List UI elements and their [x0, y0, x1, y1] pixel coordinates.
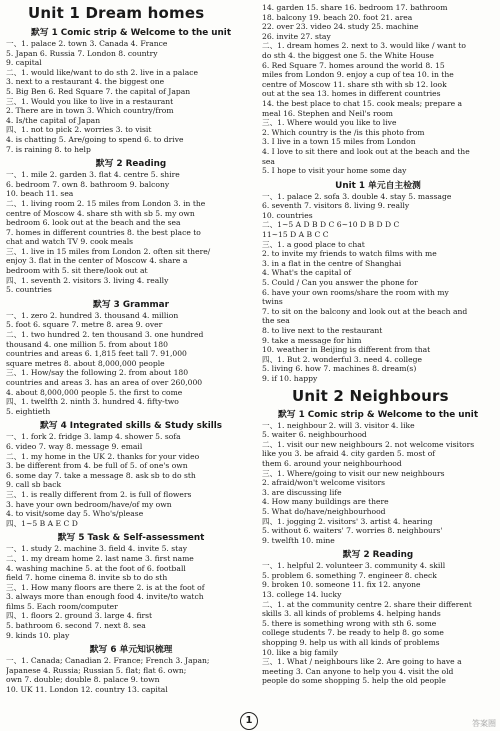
answer-line: 一、1. study 2. machine 3. field 4. invite 5. stay — [6, 544, 188, 554]
answer-line: 4. What's the capital of — [262, 268, 352, 278]
answer-line: sea — [262, 156, 275, 166]
answer-line: 二、1. at the community centre 2. share their different — [262, 599, 472, 609]
answer-line: 三、1. Where would you like to live — [262, 118, 397, 128]
answer-line: 三、1. What / neighbours like 2. Are going to have a — [262, 657, 462, 667]
answer-line: 9. take a message for him — [262, 335, 362, 345]
answer-line: 26. invite 27. stay — [262, 31, 331, 41]
answer-line: 3. have your own bedroom/have/of my own — [6, 499, 172, 509]
answer-line: 5. Could / Can you answer the phone for — [262, 278, 418, 288]
answer-line: 6. some day 7. take a message 8. ask sb to do sth — [6, 470, 196, 480]
answer-line: 三、1. How/say the following 2. from about 180 — [6, 368, 189, 378]
unit-check-answers — [262, 192, 494, 384]
answer-section — [6, 530, 256, 640]
answer-line: 9. if 10. happy — [262, 373, 318, 383]
answer-line: 4. I love to sit there and look out at the beach and the — [262, 146, 470, 156]
answer-line: 6. video 7. way 8. message 9. email — [6, 441, 143, 451]
answer-line: meal 16. Stephen and Neil's room — [262, 108, 393, 118]
answer-line: countries and areas 3. has an area of over 260,000 — [6, 378, 203, 387]
answer-line: 一、1. Canada; Canadian 2. France; French 3. Japan; — [6, 656, 210, 666]
answer-line: chat and watch TV 9. cook meals — [6, 237, 134, 247]
answer-line: 2. There are in town 3. Which country/from — [6, 106, 174, 116]
answer-line: 二、1~5 A D B D C 6~10 D B D D C — [262, 220, 400, 230]
answer-line: 9. call sb back — [6, 480, 62, 490]
answer-line: meeting 3. Can anyone to help you 4. visit the old — [262, 666, 454, 676]
answer-line: do sth 4. the biggest one 5. the White House — [262, 50, 434, 60]
answer-line: 22. over 23. video 24. study 25. machine — [262, 22, 419, 32]
right-top-answers — [262, 3, 494, 176]
answer-line: 10. beach 11. sea — [6, 189, 74, 199]
answer-line: 三、1. How many floors are there 2. is at the foot of — [6, 582, 205, 592]
answer-line: people do some shopping 5. help the old people — [262, 676, 446, 686]
answer-line: the sea — [262, 316, 290, 326]
answer-line: out at the sea 13. homes in different countries — [262, 89, 441, 99]
answer-line: 5. living 6. how 7. machines 8. dream(s) — [262, 364, 417, 374]
answer-section — [6, 156, 256, 295]
answer-line: 二、1. visit our new neighbours 2. not welcome visitors — [262, 439, 475, 449]
answer-line: 18. balcony 19. beach 20. foot 21. area — [262, 12, 413, 22]
answer-line: 二、1. my home in the UK 2. thanks for your video — [6, 451, 200, 461]
answer-line: enjoy 3. flat in the center of Moscow 4. share a — [6, 256, 188, 266]
answer-line: 二、1. would like/want to do sth 2. live in a palace — [6, 67, 199, 77]
answer-line: 10. like a big family — [262, 647, 339, 657]
answer-line: 6. seventh 7. visitors 8. living 9. really — [262, 201, 410, 211]
answer-line: 9. kinds 10. play — [6, 630, 70, 640]
answer-line: own 7. double; double 8. palace 9. town — [6, 675, 160, 685]
answer-line: 6. Red Square 7. homes around the world 8. 15 — [262, 60, 445, 70]
section-title: 默写 1 Comic strip & Welcome to the unit — [277, 409, 479, 420]
answer-line: 7. to sit on the balcony and look out at the beach and — [262, 306, 468, 316]
answer-line: 5. waiter 6. neighbourhood — [262, 430, 367, 440]
answer-line: 4. washing machine 5. at the foot of 6. football — [6, 563, 186, 573]
answer-line: 一、1. zero 2. hundred 3. thousand 4. million — [6, 310, 179, 320]
answer-line: 5. without 6. waiters' 7. worries 8. neighbours' — [262, 526, 443, 536]
answer-line: 7. homes in different countries 8. the best place to — [6, 227, 201, 237]
answer-line: 5. problem 6. something 7. engineer 8. check — [262, 570, 437, 580]
section-title: 默写 3 Grammar — [93, 299, 169, 310]
answer-line: bedroom 6. look out at the beach and the sea — [6, 218, 181, 228]
answer-line: 10. weather in Beijing is different from that — [262, 345, 431, 355]
answer-line: 一、1. palace 2. sofa 3. double 4. stay 5. massage — [262, 191, 452, 201]
section-title: Unit 1 单元自主检测 — [335, 180, 421, 191]
section-title: 默写 2 Reading — [95, 159, 167, 170]
section-title: 默写 5 Task & Self-assessment — [57, 533, 205, 544]
answer-line: square metres 8. about 8,000,000 people — [6, 358, 165, 368]
answer-line: 三、1. Would you like to live in a restaurant — [6, 96, 174, 106]
answer-line: 一、1. fork 2. fridge 3. lamp 4. shower 5. sofa — [6, 432, 181, 442]
answer-line: 二、1. living room 2. 15 miles from London 3. in the — [6, 198, 206, 208]
answer-line: 一、1. palace 2. town 3. Canada 4. France — [6, 39, 168, 48]
answer-line: 5. eightieth — [6, 406, 51, 416]
section-title: 默写 4 Integrated skills & Study skills — [39, 421, 223, 432]
answer-line: 8. to live next to the restaurant — [262, 326, 383, 335]
answer-line: 7. is raining 8. to help — [6, 144, 91, 154]
answer-line: 5. bathroom 6. second 7. next 8. sea — [6, 621, 146, 631]
answer-line: college students 7. be ready to help 8. go some — [262, 628, 444, 638]
section-title: 默写 1 Comic strip & Welcome to the unit — [30, 28, 232, 38]
answer-line: 四、1. But 2. wonderful 3. need 4. college — [262, 354, 422, 364]
answer-line: centre of Moscow 4. share sth with sb 5. my own — [6, 208, 195, 218]
answer-line: 4. to visit/some day 5. Who's/please — [6, 509, 144, 519]
answer-section — [262, 407, 494, 546]
answer-line: 四、1. floors 2. ground 3. large 4. first — [6, 611, 153, 621]
answer-line: 一、1. neighbour 2. will 3. visitor 4. like — [262, 420, 415, 430]
answer-line: them 6. around your neighbourhood — [262, 458, 402, 468]
answer-line: films 5. Each room/computer — [6, 601, 118, 611]
answer-line: 5. countries — [6, 285, 52, 295]
answer-line: 一、1. mile 2. garden 3. flat 4. centre 5. shire — [6, 170, 180, 180]
answer-line: 4. is chatting 5. Are/going to spend 6. to drive — [6, 134, 184, 144]
answer-line: 四、1. twelfth 2. ninth 3. hundred 4. fifty-two — [6, 397, 179, 407]
answer-line: 3. are discussing life — [262, 487, 342, 497]
answer-line: 13. college 14. lucky — [262, 590, 342, 600]
answer-section — [6, 418, 256, 528]
right-column — [262, 0, 494, 686]
answer-line: 二、1. two hundred 2. ten thousand 3. one hundred — [6, 330, 204, 340]
answer-line: 3. always more than enough food 4. invite/to watch — [6, 592, 204, 602]
answer-line: 一、1. helpful 2. volunteer 3. community 4. skill — [262, 561, 446, 571]
answer-line: 3. next to a restaurant 4. the biggest one — [6, 77, 165, 87]
answer-line: field 7. home cinema 8. invite sb to do sth — [6, 573, 168, 583]
answer-line: 2. to invite my friends to watch films with me — [262, 249, 437, 259]
unit-title: Unit 2 Neighbours — [292, 386, 449, 405]
section-title: 默写 6 单元知识梳理 — [89, 645, 173, 656]
answer-line: 二、1. dream homes 2. next to 3. would like / want to — [262, 41, 466, 51]
answer-line: 三、1. is really different from 2. is full of flowers — [6, 489, 192, 499]
watermark: 答案圈 — [472, 719, 496, 728]
answer-line: 4. How many buildings are there — [262, 497, 389, 507]
answer-line: 三、1. live in 15 miles from London 2. often sit there/ — [6, 246, 211, 256]
answer-line: 四、1~5 B A E C D — [6, 518, 78, 528]
answer-line: countries and areas 6. 1,815 feet tall 7. 91,000 — [6, 349, 187, 359]
answer-line: 2. Which country is the /is this photo from — [262, 127, 425, 137]
answer-line: twins — [262, 297, 283, 307]
answer-line: 9. broken 10. someone 11. fix 12. anyone — [262, 580, 421, 590]
answer-line: 14. garden 15. share 16. bedroom 17. bathroom — [262, 3, 448, 12]
answer-line: 9. capital — [6, 58, 42, 68]
answer-line: centre of Moscow 11. share sth with sb 12. look — [262, 79, 447, 89]
answer-line: 6. bedroom 7. own 8. bathroom 9. balcony — [6, 179, 170, 189]
page-number: 1 — [240, 712, 258, 730]
answer-line: 11~15 D A B C C — [262, 230, 329, 240]
answer-line: 10. UK 11. London 12. country 13. capital — [6, 685, 168, 695]
answer-line: 5. Big Ben 6. Red Square 7. the capital of Japan — [6, 86, 191, 96]
answer-section — [6, 642, 256, 694]
answer-line: 14. the best place to chat 15. cook meals; prepare a — [262, 98, 463, 108]
answer-line: 5. there is something wrong with sth 6. some — [262, 618, 437, 628]
answer-line: 6. have your own rooms/share the room with my — [262, 287, 449, 297]
answer-line: 四、1. not to pick 2. worries 3. to visit — [6, 125, 152, 135]
answer-section — [6, 297, 256, 417]
answer-line: 3. in a flat in the centre of Shanghai — [262, 258, 402, 268]
answer-line: 四、1. jogging 2. visitors' 3. artist 4. hearing — [262, 516, 433, 526]
answer-line: 5. What do/have/neighbourhood — [262, 506, 386, 516]
answer-line: bedroom with 5. sit there/look out at — [6, 266, 148, 276]
answer-line: 3. be different from 4. be full of 5. of one's own — [6, 461, 188, 471]
left-column — [6, 0, 256, 695]
answer-line: 三、1. a good place to chat — [262, 239, 365, 249]
answer-line: 3. I live in a town 15 miles from London — [262, 137, 416, 147]
answer-line: thousand 4. one million 5. from about 180 — [6, 339, 168, 349]
answer-line: shopping 9. help us with all kinds of problems — [262, 638, 440, 648]
answer-line: Japanese 4. Russia; Russian 5. flat; flat 6. own; — [6, 665, 187, 675]
answer-line: 四、1. seventh 2. visitors 3. living 4. really — [6, 275, 169, 285]
answer-line: skills 3. all kinds of problems 4. helping hands — [262, 609, 441, 619]
answer-line: 4. about 8,000,000 people 5. the first to come — [6, 387, 183, 397]
unit-title: Unit 1 Dream homes — [28, 4, 205, 22]
answer-line: miles from London 9. enjoy a cup of tea 10. in the — [262, 70, 454, 80]
answer-line: like you 3. be afraid 4. city garden 5. most of — [262, 449, 436, 459]
answer-line: 9. twelfth 10. mine — [262, 535, 335, 545]
answer-line: 2. afraid/won't welcome visitors — [262, 478, 386, 488]
answer-line: 5. I hope to visit your home some day — [262, 166, 407, 176]
answer-section — [6, 25, 256, 154]
answer-line: 4. Is/the capital of Japan — [6, 115, 101, 125]
answer-section — [262, 547, 494, 686]
answer-line: 三、1. Where/going to visit our new neighbours — [262, 468, 445, 478]
left-sections — [6, 25, 256, 695]
answer-line: 5. foot 6. square 7. metre 8. area 9. over — [6, 320, 163, 330]
answer-line: 二、1. my dream home 2. last name 3. first name — [6, 553, 194, 563]
answer-line: 10. countries — [262, 210, 313, 220]
answer-line: 5. Japan 6. Russia 7. London 8. country — [6, 48, 158, 58]
unit2-sections — [262, 407, 494, 686]
section-title: 默写 2 Reading — [342, 550, 414, 561]
